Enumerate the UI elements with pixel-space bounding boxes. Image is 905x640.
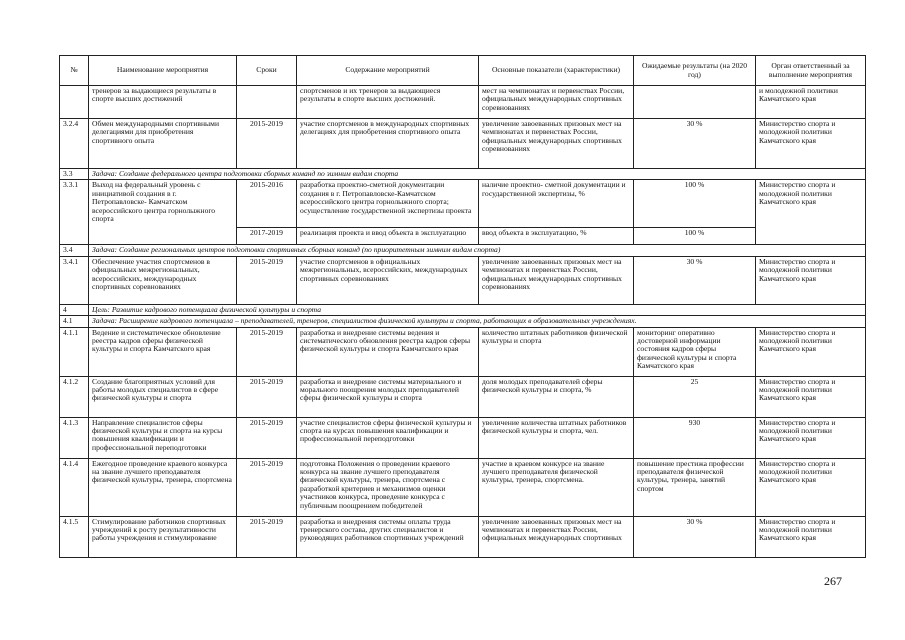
cell-terms: 2015-2019 bbox=[237, 376, 297, 417]
cell-content: подготовка Положения о проведении краевого конкурса на звание лучшего преподавателя физической культуры, тренера, спортсмена с разработкой критериев и механизмов оценки участников конкурса, проведение конкурса с публичным поощрением победителей bbox=[297, 458, 479, 516]
cell-content: участие спортсменов в официальных межрегиональных, всероссийских, международных спортивных соревнованиях bbox=[297, 256, 479, 304]
task-text: Задача: Создание федерального центра подготовки сборных команд по зимним видам спорта bbox=[89, 169, 866, 180]
cell-num bbox=[60, 86, 89, 119]
cell-responsible: Министерство спорта и молодежной политики Камчатского края bbox=[756, 119, 866, 169]
cell-responsible: Министерство спорта и молодежной политики Камчатского края bbox=[756, 256, 866, 304]
cell-terms: 2015-2019 bbox=[237, 119, 297, 169]
header-num: № bbox=[60, 56, 89, 86]
table-row-3-2-4 bbox=[60, 119, 866, 169]
cell-name: Создание благоприятных условий для работы молодых специалистов в сфере физической культуры и спорта bbox=[89, 376, 237, 417]
cell-indicators: доля молодых преподавателей сферы физической культуры и спорта, % bbox=[479, 376, 634, 417]
cell-name: Ведение и систематическое обновление реестра кадров сферы физической культуры и спорта Камчатского края bbox=[89, 327, 237, 376]
header-content: Содержание мероприятий bbox=[297, 56, 479, 86]
cell-content: разработка проектно-сметной документации создания в г. Петропавловске-Камчатском всероссийского центра горнолыжного спорта; осуществление государственной экспертизы проекта bbox=[297, 180, 479, 228]
header-expected: Ожидаемые результаты (на 2020 год) bbox=[634, 56, 756, 86]
table-header-row bbox=[60, 56, 866, 86]
table-row-4-1-5 bbox=[60, 516, 866, 557]
cell-indicators: увеличение завоеванных призовых мест на чемпионатах и первенствах России, официальных международных спортивных соревнованиях bbox=[479, 256, 634, 304]
cell-expected: мониторинг оперативно достоверной информации состояния кадров сферы физической культуры и спорта Камчатского края bbox=[634, 327, 756, 376]
cell-name: Обеспечение участия спортсменов в официальных межрегиональных, всероссийских, международных спортивных соревнованиях bbox=[89, 256, 237, 304]
cell-indicators: мест на чемпионатах и первенствах России, официальных международных спортивных соревнованиях bbox=[479, 86, 634, 119]
cell-expected: 930 bbox=[634, 417, 756, 458]
cell-num: 3.3.1 bbox=[60, 180, 89, 245]
cell-num: 3.4.1 bbox=[60, 256, 89, 304]
task-text: Задача: Расширение кадрового потенциала – преподавателей, тренеров, специалистов физической культуры и спорта, работающих в образовательных учреждениях. bbox=[89, 316, 866, 327]
table-row-4-1-1 bbox=[60, 327, 866, 376]
cell-expected: 30 % bbox=[634, 516, 756, 557]
cell-indicators: количество штатных работников физической культуры и спорта bbox=[479, 327, 634, 376]
task-row-3-4 bbox=[60, 245, 866, 256]
cell-responsible: Министерство спорта и молодежной политики Камчатского края bbox=[756, 376, 866, 417]
cell-terms: 2015-2016 bbox=[237, 180, 297, 228]
cell-name: тренеров за выдающиеся результаты в спорте высших достижений bbox=[89, 86, 237, 119]
cell-content: разработка и внедрение системы материального и морального поощрения молодых преподавателей сферы физической культуры и спорта bbox=[297, 376, 479, 417]
goal-row-4 bbox=[60, 304, 866, 315]
cell-content: участие спортсменов в международных спортивных делегациях для приобретения спортивного опыта bbox=[297, 119, 479, 169]
cell-responsible: Министерство спорта и молодежной политики Камчатского края bbox=[756, 327, 866, 376]
cell-expected: повышение престижа профессии преподавателя физической культуры, тренера, занятий спортом bbox=[634, 458, 756, 516]
cell-num: 3.2.4 bbox=[60, 119, 89, 169]
cell-indicators: наличие проектно- сметной документации и государственной экспертизы, % bbox=[479, 180, 634, 228]
cell-name: Выход на федеральный уровень с инициативой создания в г. Петропавловске- Камчатском всероссийского центра горнолыжного спорта bbox=[89, 180, 237, 245]
cell-expected bbox=[634, 86, 756, 119]
cell-responsible: и молодежной политики Камчатского края bbox=[756, 86, 866, 119]
cell-num: 4.1.2 bbox=[60, 376, 89, 417]
cell-num: 4 bbox=[60, 304, 89, 315]
cell-content: разработка и внедрения системы оплаты труда тренерского состава, других специалистов и руководящих работников спортивных учреждений bbox=[297, 516, 479, 557]
cell-content: спортсменов и их тренеров за выдающиеся результаты в спорте высших достижений. bbox=[297, 86, 479, 119]
cell-terms: 2015-2019 bbox=[237, 256, 297, 304]
measures-table bbox=[59, 55, 866, 558]
table-row-4-1-3 bbox=[60, 417, 866, 458]
cell-expected: 30 % bbox=[634, 119, 756, 169]
cell-num: 4.1.3 bbox=[60, 417, 89, 458]
cell-responsible: Министерство спорта и молодежной политики Камчатского края bbox=[756, 516, 866, 557]
cell-content: участие специалистов сферы физической культуры и спорта на курсах повышения квалификации и профессиональной переподготовки bbox=[297, 417, 479, 458]
cell-indicators: увеличение количества штатных работников физической культуры и спорта, чел. bbox=[479, 417, 634, 458]
cell-indicators: увеличение завоеванных призовых мест на чемпионатах и первенствах России, официальных международных спортивных bbox=[479, 516, 634, 557]
cell-responsible: Министерство спорта и молодежной политики Камчатского края bbox=[756, 417, 866, 458]
cell-num: 4.1 bbox=[60, 316, 89, 327]
table-row-3-4-1 bbox=[60, 256, 866, 304]
page-number: 267 bbox=[824, 574, 842, 588]
cell-expected: 30 % bbox=[634, 256, 756, 304]
header-name: Наименование мероприятия bbox=[89, 56, 237, 86]
cell-expected: 25 bbox=[634, 376, 756, 417]
cell-terms: 2017-2019 bbox=[237, 228, 297, 245]
cell-terms bbox=[237, 86, 297, 119]
header-responsible: Орган ответственный за выполнение мероприятия bbox=[756, 56, 866, 86]
cell-content: реализация проекта и ввод объекта в эксплуатацию bbox=[297, 228, 479, 245]
table-row-continued bbox=[60, 86, 866, 119]
cell-name: Ежегодное проведение краевого конкурса на звание лучшего преподавателя физической культуры, тренера, спортсмена bbox=[89, 458, 237, 516]
cell-num: 4.1.5 bbox=[60, 516, 89, 557]
table-row-3-3-1 bbox=[60, 180, 866, 228]
goal-text: Цель: Развитие кадрового потенциала физической культуры и спорта bbox=[89, 304, 866, 315]
cell-responsible: Министерство спорта и молодежной политики Камчатского края bbox=[756, 458, 866, 516]
cell-expected: 100 % bbox=[634, 180, 756, 228]
table-row-4-1-2 bbox=[60, 376, 866, 417]
cell-indicators: участие в краевом конкурсе на звание лучшего преподавателя физической культуры, тренера, спортсмена. bbox=[479, 458, 634, 516]
cell-num: 3.4 bbox=[60, 245, 89, 256]
cell-indicators: ввод объекта в эксплуатацию, % bbox=[479, 228, 634, 245]
header-terms: Сроки bbox=[237, 56, 297, 86]
cell-expected: 100 % bbox=[634, 228, 756, 245]
cell-name: Направление специалистов сферы физической культуры и спорта на курсы повышения квалификации и профессиональной переподготовки bbox=[89, 417, 237, 458]
cell-responsible: Министерство спорта и молодежной политики Камчатского края bbox=[756, 180, 866, 245]
cell-content: разработка и внедрение системы ведения и систематического обновления реестра кадров сферы физической культуры и спорта Камчатского края bbox=[297, 327, 479, 376]
task-row-3-3 bbox=[60, 169, 866, 180]
task-text: Задача: Создание региональных центров подготовки спортивных сборных команд (по приоритетным зимним видам спорта) bbox=[89, 245, 866, 256]
cell-terms: 2015-2019 bbox=[237, 458, 297, 516]
cell-name: Стимулирование работников спортивных учреждений к росту результативности работы учреждения и стимулирование bbox=[89, 516, 237, 557]
table-row-4-1-4 bbox=[60, 458, 866, 516]
task-row-4-1 bbox=[60, 316, 866, 327]
cell-num: 4.1.4 bbox=[60, 458, 89, 516]
cell-num: 3.3 bbox=[60, 169, 89, 180]
cell-terms: 2015-2019 bbox=[237, 417, 297, 458]
cell-num: 4.1.1 bbox=[60, 327, 89, 376]
cell-terms: 2015-2019 bbox=[237, 516, 297, 557]
cell-terms: 2015-2019 bbox=[237, 327, 297, 376]
header-indicators: Основные показатели (характеристики) bbox=[479, 56, 634, 86]
cell-indicators: увеличение завоеванных призовых мест на чемпионатах и первенствах России, официальных международных спортивных соревнованиях bbox=[479, 119, 634, 169]
cell-name: Обмен международными спортивными делегациями для приобретения спортивного опыта bbox=[89, 119, 237, 169]
